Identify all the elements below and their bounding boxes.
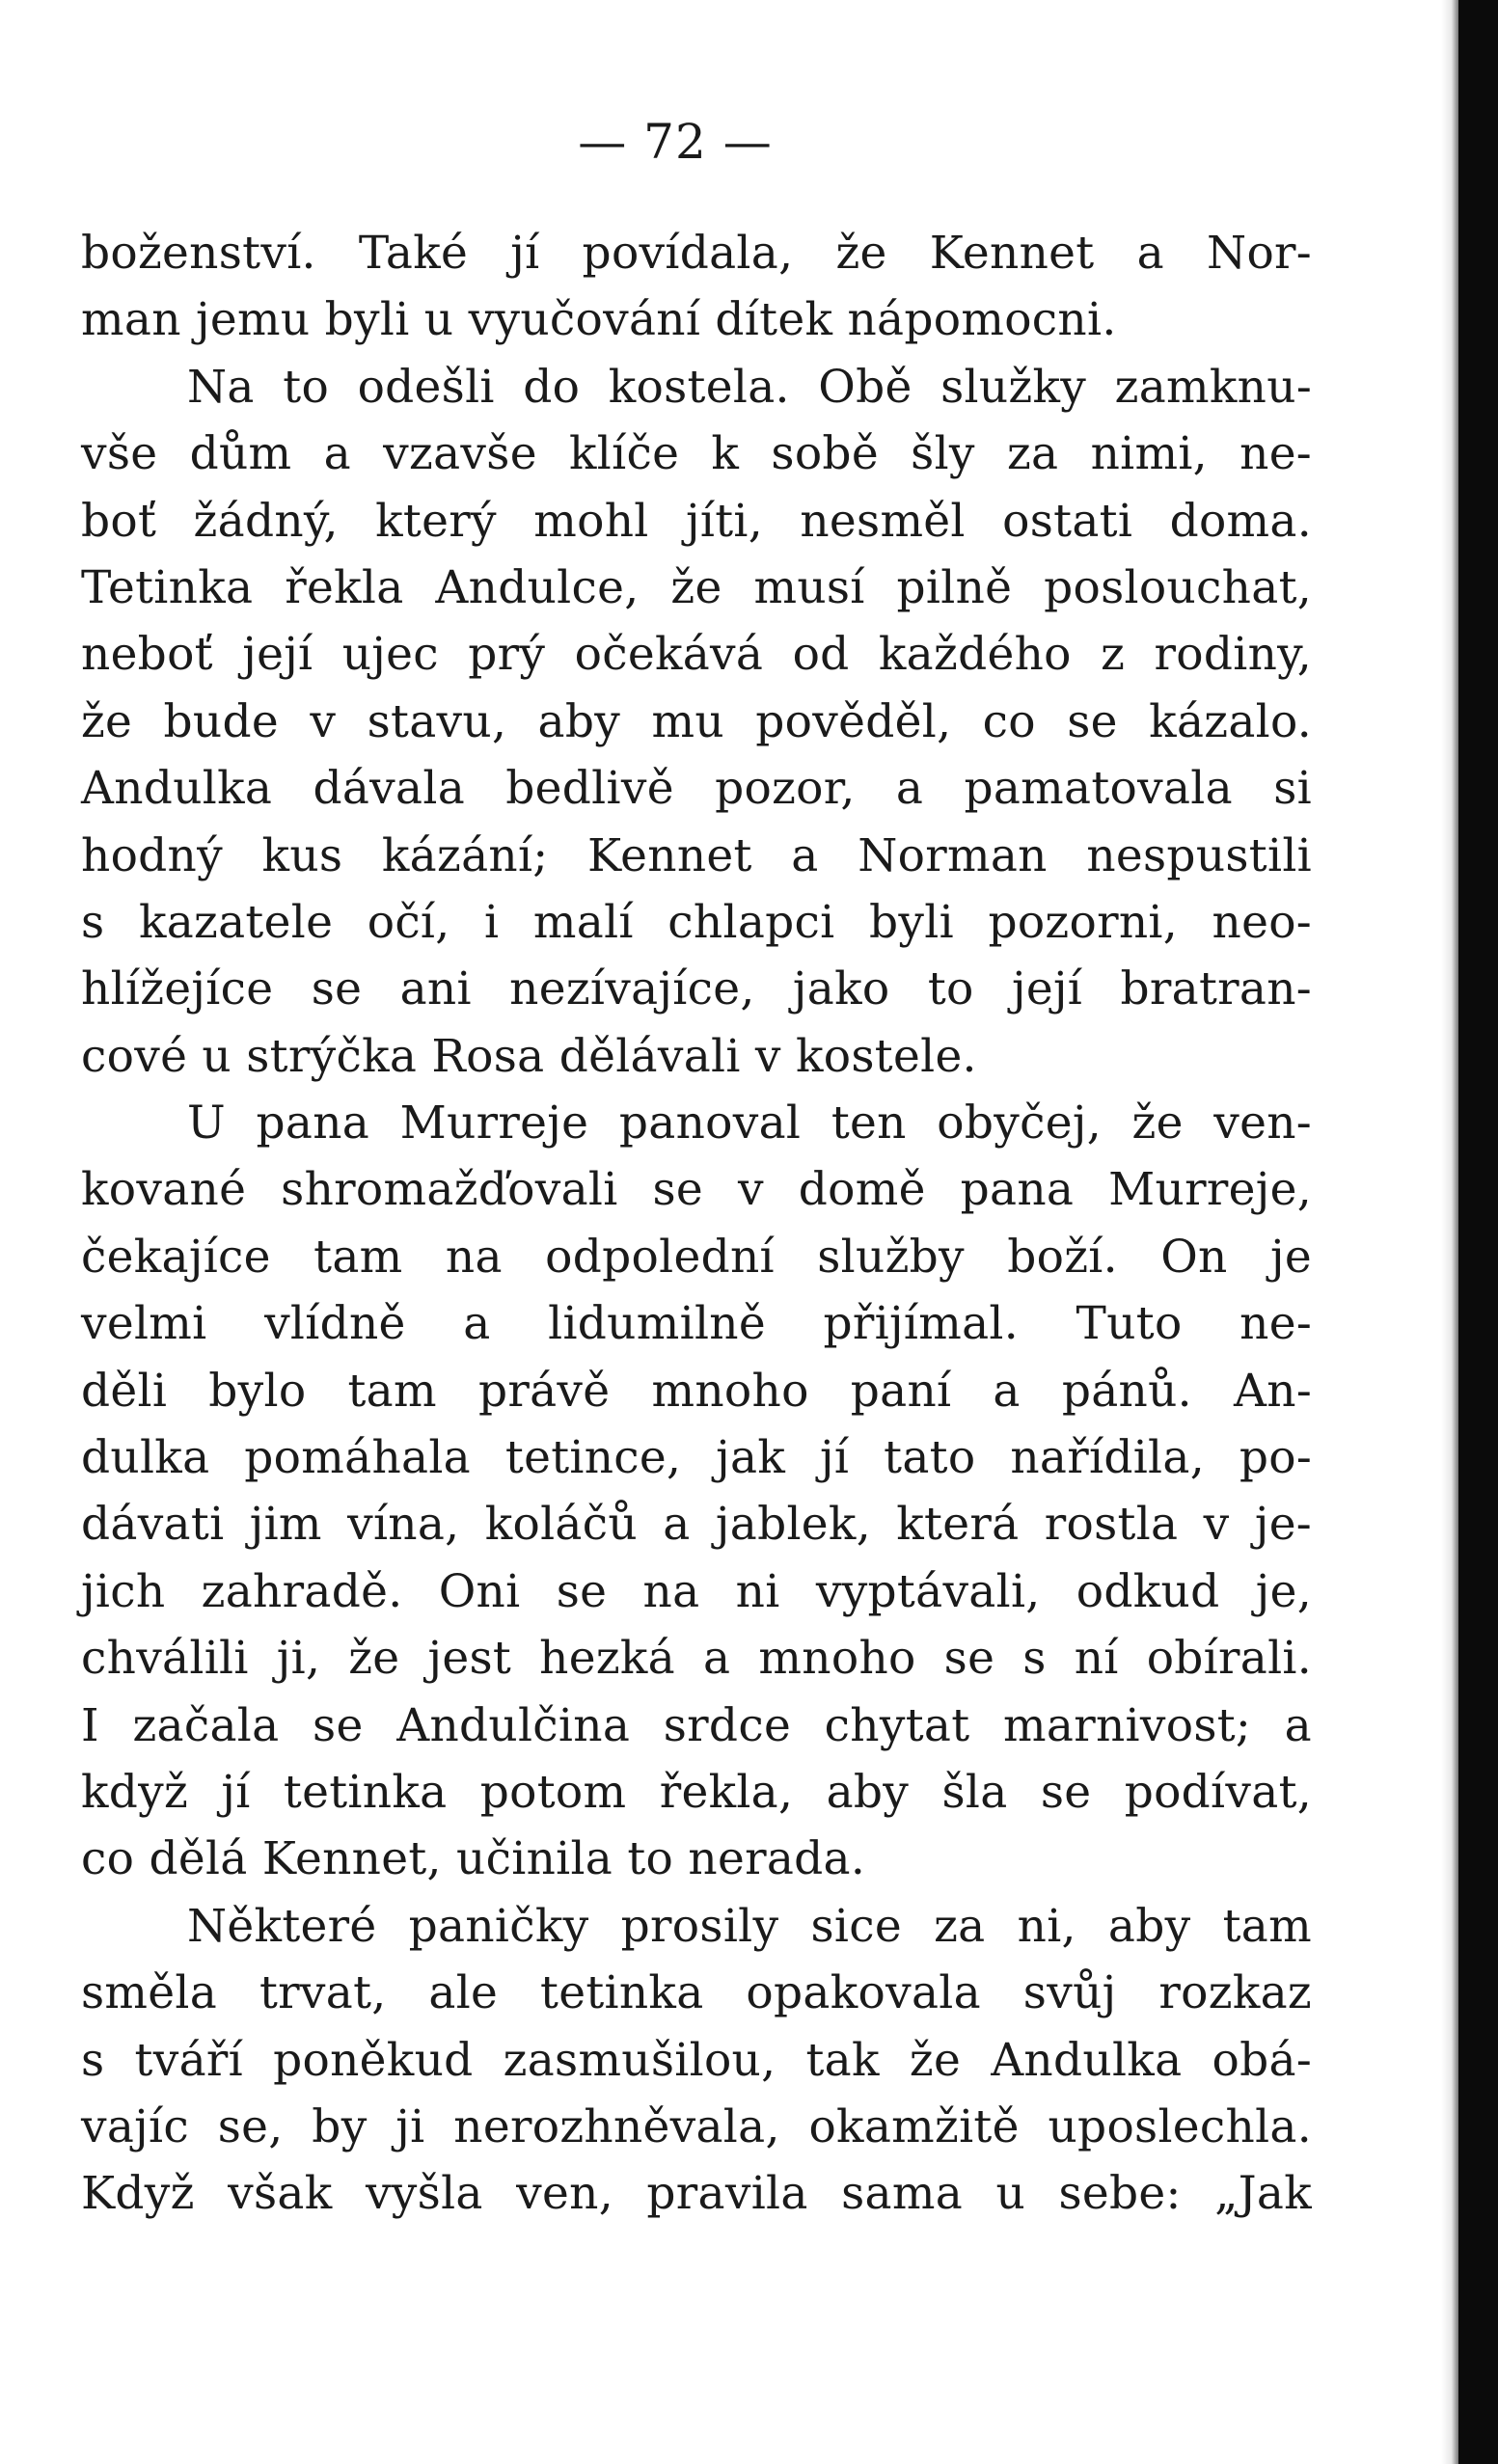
text-line: velmi vlídně a lidumilně přijímal. Tuto ne-	[81, 1297, 1312, 1351]
page-number: — 72 —	[578, 114, 773, 170]
text-line: s kazatele očí, i malí chlapci byli pozorni, neo-	[81, 895, 1312, 949]
text-line: cové u strýčka Rosa dělávali v kostele.	[81, 1029, 977, 1083]
text-line: Na to odešli do kostela. Obě služky zamknu-	[187, 360, 1312, 414]
text-line: když jí tetinka potom řekla, aby šla se podívat,	[81, 1765, 1312, 1819]
scan-border	[1458, 0, 1498, 2464]
text-line: s tváří poněkud zasmušilou, tak že Andulka obá-	[81, 2033, 1312, 2087]
text-line: boženství. Také jí povídala, že Kennet a Nor-	[81, 227, 1312, 280]
page-edge-shadow	[1441, 0, 1458, 2464]
text-line: Některé paničky prosily sice za ni, aby tam	[187, 1899, 1312, 1953]
text-line: man jemu byli u vyučování dítek nápomocni.	[81, 293, 1117, 347]
text-line: I začala se Andulčina srdce chytat marnivost; a	[81, 1698, 1312, 1752]
text-line: Tetinka řekla Andulce, že musí pilně poslouchat,	[81, 560, 1312, 614]
text-line: že bude v stavu, aby mu pověděl, co se kázalo.	[81, 694, 1312, 748]
text-line: hodný kus kázání; Kennet a Norman nespustili	[81, 828, 1312, 882]
text-line: dávati jim vína, koláčů a jablek, která rostla v je-	[81, 1498, 1312, 1552]
text-line: Když však vyšla ven, pravila sama u sebe: „Jak	[81, 2167, 1312, 2221]
text-line: boť žádný, který mohl jíti, nesměl ostati doma.	[81, 494, 1312, 548]
text-line: jich zahradě. Oni se na ni vyptávali, odkud je,	[81, 1564, 1312, 1618]
text-line: děli bylo tam právě mnoho paní a pánů. An-	[81, 1364, 1312, 1418]
text-line: chválili ji, že jest hezká a mnoho se s ní obírali.	[81, 1632, 1312, 1686]
text-line: vajíc se, by ji nerozhněvala, okamžitě uposlechla.	[81, 2099, 1312, 2153]
text-line: kované shromažďovali se v domě pana Murreje,	[81, 1163, 1312, 1217]
text-line: neboť její ujec prý očekává od každého z rodiny,	[81, 628, 1312, 682]
text-line: co dělá Kennet, učinila to nerada.	[81, 1832, 866, 1886]
text-line: směla trvat, ale tetinka opakovala svůj rozkaz	[81, 1966, 1312, 2020]
body-text	[81, 220, 1312, 2228]
text-line: dulka pomáhala tetince, jak jí tato nařídila, po-	[81, 1431, 1312, 1485]
text-line: Andulka dávala bedlivě pozor, a pamatovala si	[81, 762, 1312, 816]
text-line: čekajíce tam na odpolední služby boží. On je	[81, 1230, 1312, 1284]
text-line: U pana Murreje panoval ten obyčej, že ven-	[187, 1097, 1312, 1151]
text-line: vše dům a vzavše klíče k sobě šly za nimi, ne-	[81, 427, 1312, 481]
text-line: hlížejíce se ani nezívajíce, jako to její bratran-	[81, 962, 1312, 1016]
